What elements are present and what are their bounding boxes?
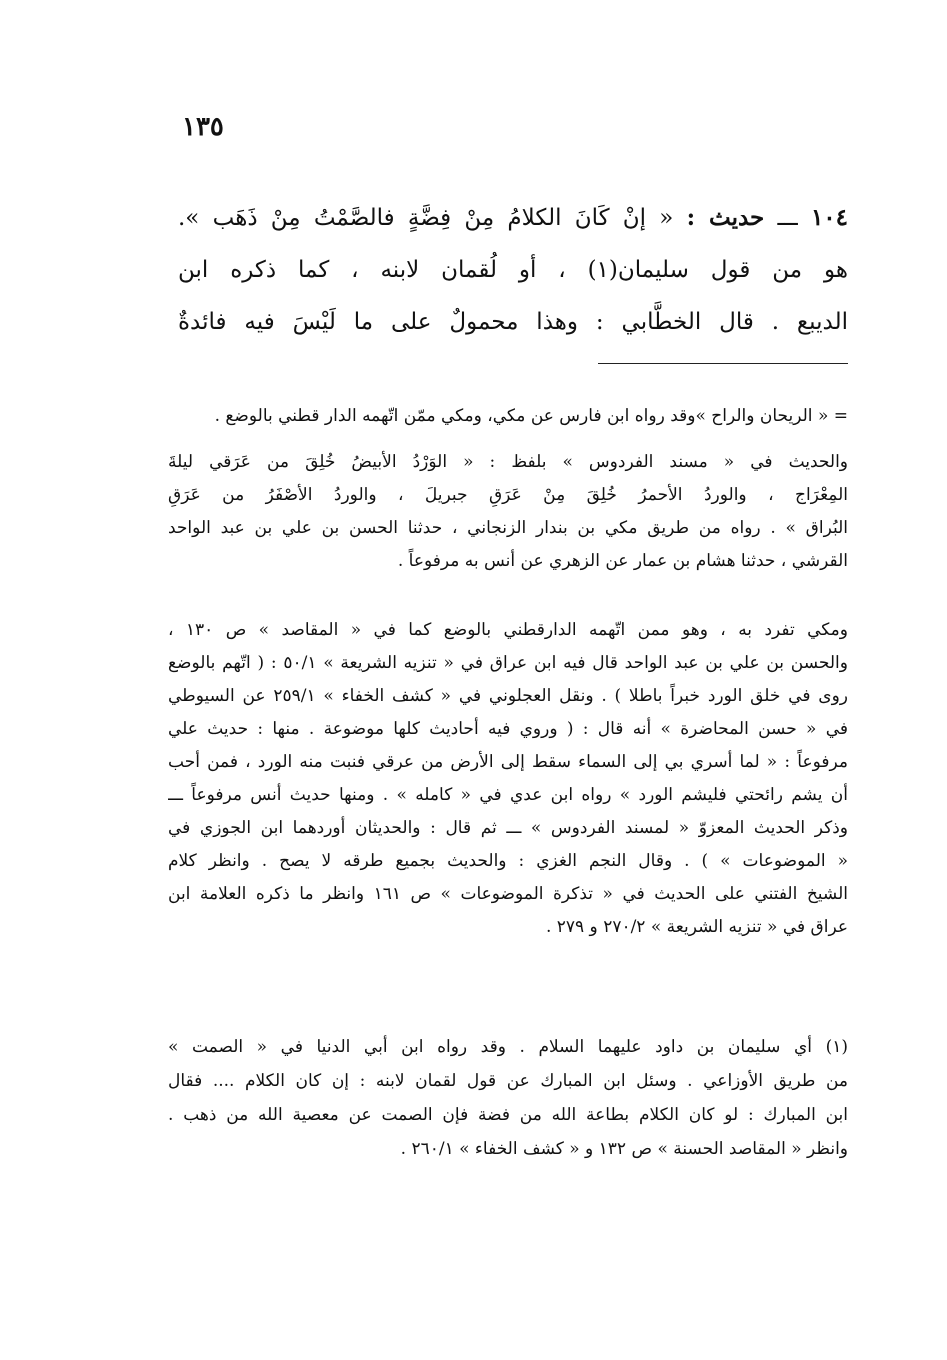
note-line: « الموضوعات » ) . وقال النجم الغزي : والحديث بجميع طرقه لا يصح . وانظر كلام (168, 851, 848, 871)
hadith-label: حديث : (686, 204, 765, 231)
note-line: القرشي ، حدثنا هشام بن عمار عن الزهري عن أنس به مرفوعاً . (397, 551, 848, 571)
note-line: عراق في « تنزيه الشريعة » ٢٧٠/٢ و ٢٧٩ . (545, 917, 848, 937)
note-line: والحسن بن علي بن عبد الواحد قال فيه ابن عراق في « تنزيه الشريعة » ٥٠/١ : ( اتّهم بالوضع (168, 653, 848, 673)
note-line: من طريق الأوزاعي . وسئل ابن المبارك عن قول لقمان لابنه : إن كان الكلام .... فقال (168, 1071, 848, 1091)
note-line: ومكي تفرد به ، وهو ممن اتّهمه الدارقطني بالوضع كما في « المقاصد » ص ١٣٠ ، (168, 620, 848, 640)
note-line: وذكر الحديث المعزوّ « لمسند الفردوس » ـــ ثم قال : والحديثان أوردهما ابن الجوزي في (168, 818, 848, 838)
note-line: في « حسن المحاضرة » أنه قال : ( وروي فيه أحاديث كلها موضوعة . منها : حديث علي (168, 719, 848, 739)
note-line: أن يشم رائحتي فليشم الورد » رواه ابن عدي في « كامله » . ومنها حديث أنس مرفوعاً ـــ (168, 785, 848, 805)
hadith-heading (178, 192, 848, 244)
note-line: (١) أي سليمان بن داود عليهما السلام . وقد رواه ابن أبي الدنيا في « الصمت » (168, 1037, 848, 1057)
footnote-paragraph-1 (168, 446, 848, 578)
note-line: والحديث في « مسند الفردوس » بلفظ : « الوَرْدُ الأبيضُ خُلِقَ من عَرَقي ليلةَ (168, 452, 848, 472)
hadith-text: « إنْ كَانَ الكلامُ مِنْ فِضَّةٍ فالصَّمْتُ مِنْ ذَهَب ». (178, 205, 687, 231)
note-line: = « الريحان والراح »وقد رواه ابن فارس عن مكي، ومكي ممّن اتّهمه الدار قطني بالوضع . (214, 406, 848, 426)
hadith-number: ١٠٤ (810, 204, 848, 231)
main-text (178, 192, 848, 348)
footnote-1 (168, 1030, 848, 1166)
hadith-dash: ـــ (764, 205, 811, 231)
note-line: وانظر « المقاصد الحسنة » ص ١٣٢ و « كشف الخفاء » ٢٦٠/١ . (400, 1139, 848, 1159)
main-line: الديبع . قال الخطَّابي : وهذا محمولٌ على ما لَيْسَ فيه فائدةٌ (178, 309, 848, 335)
page-number: ١٣٥ (182, 112, 224, 142)
note-line: مرفوعاً : « لما أسري بي إلى السماء سقط إلى الأرض من عرقي فنبت منه الورد ، فمن أحب (168, 752, 848, 772)
note-line: الشيخ الفتني على الحديث في « تذكرة الموضوعات » ص ١٦١ وانظر ما ذكره العلامة ابن (168, 884, 848, 904)
footnote-separator (598, 363, 848, 364)
note-line: المِعْرَاج ، والوردُ الأحمرُ خُلِقَ مِنْ عَرَقِ جبريلَ ، والوردُ الأصْفَرُ من عَرَقِ (168, 485, 848, 505)
note-line: روى في خلق الورد خبراً باطلا ) . ونقل العجلوني في « كشف الخفاء » ٢٥٩/١ عن السيوطي (168, 686, 848, 706)
main-line: هو من قول سليمان(١) ، أو لُقمان لابنه ، كما ذكره ابن (178, 257, 848, 283)
footnote-continuation (168, 400, 848, 433)
footnote-paragraph-2 (168, 614, 848, 944)
note-line: ابن المبارك : لو كان الكلام بطاعة الله من فضة فإن الصمت عن معصية الله من ذهب . (168, 1105, 848, 1125)
note-line: البُراق » . رواه من طريق مكي بن بندار الزنجاني ، حدثنا الحسن بن علي بن عبد الواحد (168, 518, 848, 538)
